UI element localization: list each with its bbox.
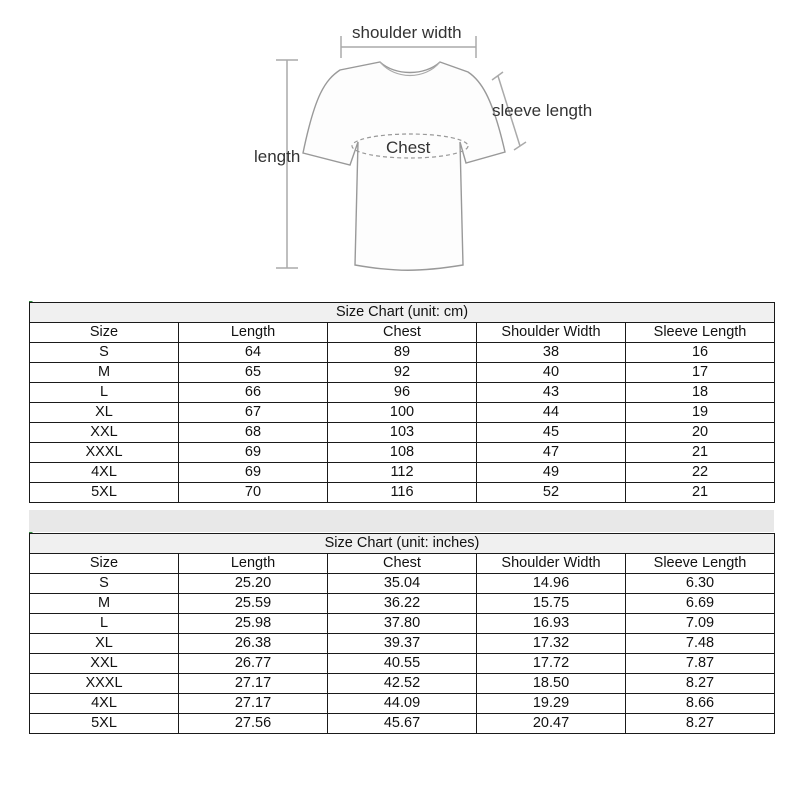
sleeve-length-label: sleeve length [492,101,593,120]
table-cell: 64 [179,343,328,363]
table-cell: S [30,343,179,363]
table-cell: 37.80 [328,614,477,634]
header-size: Size [30,554,179,574]
table-cell: 6.69 [626,594,775,614]
table-row [30,383,775,403]
tshirt-outline [303,62,505,270]
table-cell: 16 [626,343,775,363]
table-cell: M [30,363,179,383]
table-cell: 4XL [30,694,179,714]
header-length: Length [179,323,328,343]
table-cell: 8.27 [626,674,775,694]
table-cell: 7.09 [626,614,775,634]
table-cell: 66 [179,383,328,403]
header-size: Size [30,323,179,343]
table-cell: 27.17 [179,694,328,714]
table-cell: 26.77 [179,654,328,674]
table-row [30,363,775,383]
size-chart-cm-table [29,302,775,503]
table-cell: L [30,614,179,634]
table-cell: 14.96 [477,574,626,594]
table-cell: 35.04 [328,574,477,594]
shoulder-width-label: shoulder width [352,23,462,42]
table-cell: 26.38 [179,634,328,654]
table-cell: 38 [477,343,626,363]
table-cell: L [30,383,179,403]
table-cell: 40.55 [328,654,477,674]
table-row [30,483,775,503]
table-cell: 5XL [30,714,179,734]
table-cell: 17.32 [477,634,626,654]
table-cell: 42.52 [328,674,477,694]
table-cell: 68 [179,423,328,443]
table-cell: 27.17 [179,674,328,694]
size-chart-inches-title: Size Chart (unit: inches) [30,534,775,554]
table-cell: 103 [328,423,477,443]
table-cell: 47 [477,443,626,463]
header-sleeve-length: Sleeve Length [626,323,775,343]
table-cell: 4XL [30,463,179,483]
table-row [30,403,775,423]
tshirt-measurement-diagram [0,0,800,290]
size-chart-cm-title: Size Chart (unit: cm) [30,303,775,323]
table-cell: XL [30,634,179,654]
table-cell: 69 [179,443,328,463]
table-cell: 17 [626,363,775,383]
table-cell: 44.09 [328,694,477,714]
table-cell: 22 [626,463,775,483]
table-cell: XXXL [30,443,179,463]
table-cell: 49 [477,463,626,483]
table-cell: 70 [179,483,328,503]
table-cell: 25.59 [179,594,328,614]
table-cell: 92 [328,363,477,383]
table-cell: 21 [626,443,775,463]
table-cell: 20.47 [477,714,626,734]
table-row [30,463,775,483]
table-cell: 108 [328,443,477,463]
table-row [30,654,775,674]
table-cell: 52 [477,483,626,503]
header-shoulder-width: Shoulder Width [477,323,626,343]
size-chart-inches-table [29,533,775,734]
table-cell: S [30,574,179,594]
header-length: Length [179,554,328,574]
table-cell: 19.29 [477,694,626,714]
table-cell: 5XL [30,483,179,503]
table-cell: 45.67 [328,714,477,734]
length-label: length [254,147,301,166]
table-cell: 27.56 [179,714,328,734]
table-row [30,343,775,363]
table-row [30,443,775,463]
table-cell: 116 [328,483,477,503]
table-row [30,694,775,714]
table-row [30,714,775,734]
table-row [30,674,775,694]
table-cell: 15.75 [477,594,626,614]
table-cell: 96 [328,383,477,403]
table-cell: 8.66 [626,694,775,714]
header-chest: Chest [328,554,477,574]
table-row [30,594,775,614]
table-cell: XXL [30,654,179,674]
table-cell: XXL [30,423,179,443]
table-cell: 21 [626,483,775,503]
table-cell: 40 [477,363,626,383]
table-cell: 67 [179,403,328,423]
table-cell: 112 [328,463,477,483]
table-cell: XXXL [30,674,179,694]
table-cell: 39.37 [328,634,477,654]
table-cell: 7.48 [626,634,775,654]
table-cell: 18 [626,383,775,403]
table-row [30,423,775,443]
table-gray-band [29,510,774,532]
table-row [30,614,775,634]
table-row [30,634,775,654]
table-cell: XL [30,403,179,423]
table-cell: 44 [477,403,626,423]
chest-label: Chest [386,138,431,157]
table-cell: 25.20 [179,574,328,594]
table-cell: 19 [626,403,775,423]
table-cell: M [30,594,179,614]
table-cell: 45 [477,423,626,443]
table-cell: 65 [179,363,328,383]
table-cell: 18.50 [477,674,626,694]
table-cell: 43 [477,383,626,403]
table-cell: 6.30 [626,574,775,594]
table-cell: 100 [328,403,477,423]
header-sleeve-length: Sleeve Length [626,554,775,574]
table-cell: 17.72 [477,654,626,674]
table-cell: 7.87 [626,654,775,674]
table-cell: 89 [328,343,477,363]
header-shoulder-width: Shoulder Width [477,554,626,574]
table-cell: 25.98 [179,614,328,634]
table-cell: 20 [626,423,775,443]
table-row [30,574,775,594]
header-chest: Chest [328,323,477,343]
table-cell: 16.93 [477,614,626,634]
table-cell: 69 [179,463,328,483]
table-cell: 8.27 [626,714,775,734]
table-cell: 36.22 [328,594,477,614]
